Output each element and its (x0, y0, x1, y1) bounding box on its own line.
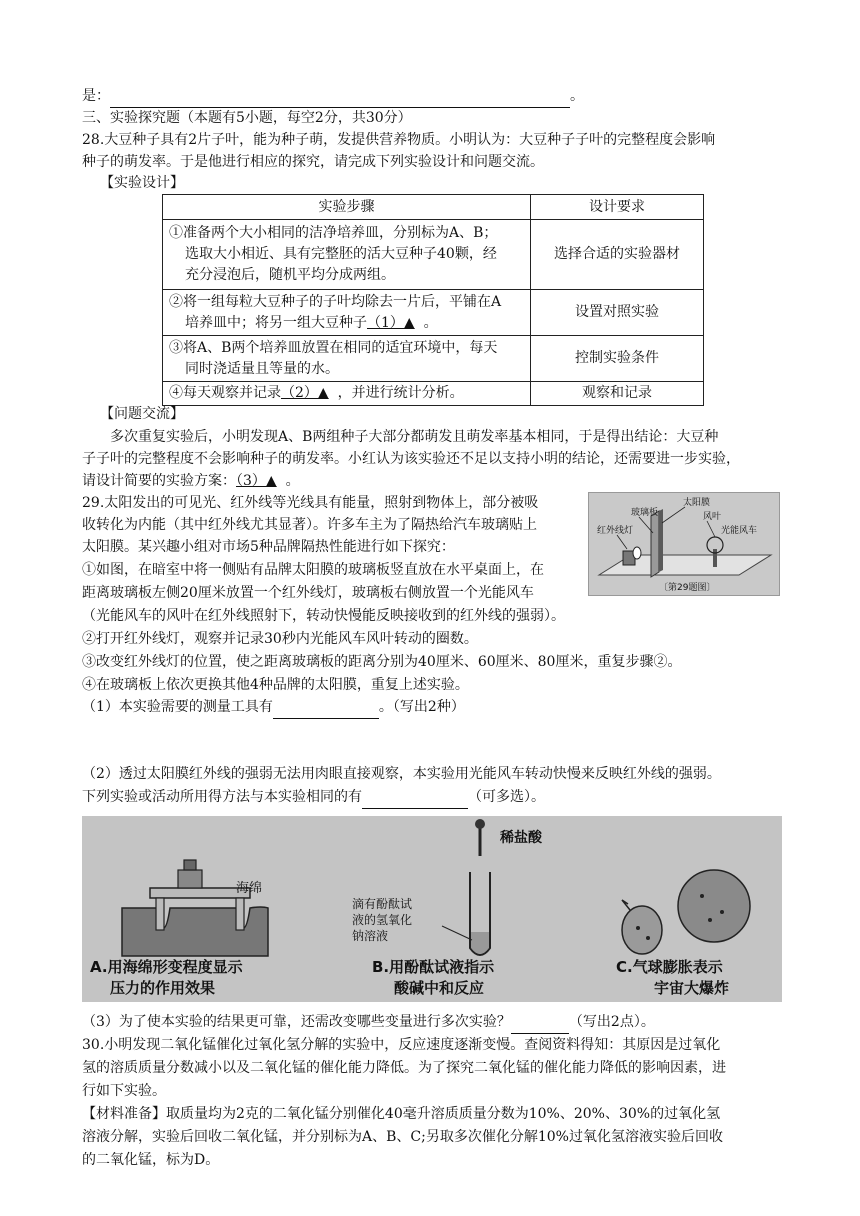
label-lamp: 红外线灯 (597, 526, 634, 536)
glass-plate (651, 511, 659, 577)
sub-text-part: （写出2点）。 (568, 1014, 655, 1030)
balloon-dot (700, 894, 704, 898)
discussion-text-2: 子子叶的完整程度不会影响种子的萌发率。小红认为该实验还不足以支持小明的结论，还需要进一步实验， (82, 451, 740, 467)
caption-c-2: 宇宙大爆炸 (654, 979, 730, 997)
step-text: ③将A、B两个培养皿放置在相同的适宜环境中，每天 (169, 339, 498, 356)
answer-prefix: 是： (82, 88, 110, 104)
q29-text-2: 收转化为内能（其中红外线尤其显著）。许多车主为了隔热给汽车玻璃贴上 (82, 517, 537, 533)
figure-methods (82, 816, 782, 1002)
caption-a-2: 压力的作用效果 (110, 979, 216, 997)
caption-a-1: A.用海绵形变程度显示 (90, 958, 243, 976)
step-text: 同时浇适量且等量的水。 (185, 360, 339, 377)
label-solution-1: 滴有酚酞试 (352, 897, 413, 911)
discussion-text-part: 。 (285, 473, 300, 489)
step-text-part: 培养皿中；将另一组大豆种子 (185, 314, 367, 331)
design-heading: 【实验设计】 (100, 175, 184, 191)
small-table-top (150, 888, 250, 898)
q30-text-4: 【材料准备】取质量均为2克的二氧化锰分别催化40毫升溶质质量分数为10%、20%、30%的过氧化氢 (82, 1106, 721, 1122)
blank-1[interactable]: （1）▲ (367, 314, 415, 331)
balloon-small (622, 906, 662, 954)
q29-text-5: 距离玻璃板左侧20厘米放置一个红外线灯，玻璃板右侧放置一个光能风车 (82, 585, 534, 601)
q30-text-6: 的二氧化锰，标为D。 (82, 1152, 220, 1168)
sub-text-part: 下列实验或活动所用得方法与本实验相同的有 (82, 789, 362, 805)
table-row (163, 220, 704, 290)
q29-text-9: ④在玻璃板上依次更换其他4种品牌的太阳膜，重复上述实验。 (82, 677, 469, 693)
pointer-line (442, 926, 472, 940)
requirement-cell: 选择合适的实验器材 (531, 220, 704, 290)
step-text: ②将一组每粒大豆种子的子叶均除去一片后，平铺在A (169, 293, 502, 310)
label-glass: 玻璃板 (631, 508, 659, 518)
figure-29-caption: 〔第29题图〕 (659, 583, 716, 593)
windmill-post (713, 549, 717, 567)
sub-text-part: 。（写出2种） (378, 699, 465, 715)
q29-text-1: 29.太阳发出的可见光、红外线等光线具有能量，照射到物体上，部分被吸 (82, 495, 539, 511)
blank-tools[interactable] (273, 697, 379, 719)
discussion-text-3 (82, 471, 300, 492)
table-row (163, 290, 704, 336)
step-cell (163, 290, 531, 336)
sponge-shape (122, 907, 268, 956)
balloon-dot (636, 926, 640, 930)
lamp-head (633, 547, 641, 559)
q29-sub-3 (82, 1012, 655, 1034)
q29-sub-2-line1: （2）透过太阳膜红外线的强弱无法用肉眼直接观察，本实验用光能风车转动快慢来反映红外线的强弱。 (82, 766, 721, 782)
table-row (163, 382, 704, 406)
q30-text-5: 溶液分解，实验后回收二氧化锰，并分别标为A、B、C;另取多次催化分解10%过氧化氢溶液实验后回收 (82, 1129, 723, 1145)
blank-3[interactable]: （3）▲ (236, 473, 277, 489)
header-step: 实验步骤 (163, 195, 531, 220)
label-film: 太阳膜 (683, 498, 711, 508)
section-heading: 三、实验探究题（本题有5小题，每空2分，共30分） (82, 110, 412, 126)
step-text-part: ④每天观察并记录 (169, 385, 281, 401)
dropper-bulb (475, 819, 485, 829)
pointer-line (707, 521, 715, 537)
requirement-cell: 设置对照实验 (531, 290, 704, 336)
q29-sub-2-line2 (82, 787, 545, 809)
weight-block (178, 870, 202, 888)
q29-text-4: ①如图，在暗室中将一侧贴有品牌太阳膜的玻璃板竖直放在水平桌面上，在 (82, 562, 544, 578)
step-text (169, 313, 438, 334)
table-leg (156, 898, 164, 930)
q30-text-2: 氢的溶质质量分数减小以及二氧化锰的催化能力降低。为了探究二氧化锰的催化能力降低的影响因素，进 (82, 1060, 726, 1076)
step-text-part: 。 (423, 314, 438, 331)
table-row (163, 336, 704, 382)
answer-line-top (82, 86, 584, 108)
discussion-heading: 【问题交流】 (100, 406, 184, 422)
step-cell (163, 336, 531, 382)
balloon-dot (720, 910, 724, 914)
caption-c-1: C.气球膨胀表示 (616, 958, 723, 976)
discussion-text-1: 多次重复实验后，小明发现A、B两组种子大部分都萌发且萌发率基本相同，于是得出结论：大豆种 (110, 429, 719, 445)
figure-29 (588, 492, 780, 596)
answer-suffix: 。 (570, 88, 584, 104)
sub-text-part: （3）为了使本实验的结果更可靠，还需改变哪些变量进行多次实验？ (82, 1014, 511, 1030)
q28-text-1: 28.大豆种子具有2片子叶，能为种子萌，发提供营养物质。小明认为：大豆种子子叶的完整程度会影响 (82, 132, 716, 148)
table-leg (236, 898, 244, 930)
header-requirement: 设计要求 (531, 195, 704, 220)
step-text: ①准备两个大小相同的洁净培养皿，分别标为A、B； (169, 225, 498, 241)
figure-29-drawing (589, 493, 779, 595)
q29-text-8: ③改变红外线灯的位置，使之距离玻璃板的距离分别为40厘米、60厘米、80厘米，重复步骤②。 (82, 654, 682, 670)
q29-sub-1 (82, 697, 465, 719)
requirement-cell: 控制实验条件 (531, 336, 704, 382)
caption-b-1: B.用酚酞试液指示 (372, 958, 495, 976)
answer-blank[interactable] (110, 86, 570, 108)
requirement-cell: 观察和记录 (531, 382, 704, 406)
table-header-row (163, 195, 704, 220)
balloon-dot (646, 936, 650, 940)
step-text: 选取大小相近、具有完整胚的活大豆种子40颗，经 (185, 246, 497, 262)
label-acid: 稀盐酸 (500, 830, 542, 846)
label-solution-2: 液的氢氧化 (352, 913, 413, 927)
q29-text-3: 太阳膜。某兴趣小组对市场5种品牌隔热性能进行如下探究： (82, 539, 455, 555)
pointer-line (617, 535, 627, 549)
label-sponge: 海绵 (236, 881, 263, 896)
solar-film (659, 509, 663, 572)
label-solution-3: 钠溶液 (352, 929, 389, 943)
sub-text-part: （可多选）。 (468, 789, 545, 805)
q30-text-1: 30.小明发现二氧化锰催化过氧化氢分解的实验中，反应速度逐渐变慢。查阅资料得知：其原因是过氧化 (82, 1037, 721, 1053)
solution (471, 932, 489, 954)
experiment-design-table (162, 194, 704, 406)
step-text: 充分浸泡后，随机平均分成两组。 (185, 267, 395, 283)
q29-text-6: （光能风车的风叶在红外线照射下，转动快慢能反映接收到的红外线的强弱）。 (82, 608, 565, 624)
label-windmill: 光能风车 (721, 526, 758, 536)
pointer-line (662, 507, 685, 523)
caption-b-2: 酸碱中和反应 (394, 979, 485, 997)
q29-text-7: ②打开红外线灯，观察并记录30秒内光能风车风叶转动的圈数。 (82, 631, 478, 647)
blank-2[interactable]: （2）▲ (281, 385, 329, 401)
step-cell (163, 382, 531, 406)
label-blade: 风叶 (703, 512, 722, 522)
weight-knob (184, 860, 196, 870)
step-text-part: ，并进行统计分析。 (337, 385, 464, 401)
q30-text-3: 行如下实验。 (82, 1083, 166, 1099)
blank-methods[interactable] (362, 787, 468, 809)
balloon-knot (622, 900, 630, 910)
balloon-large (678, 870, 750, 942)
step-cell (163, 220, 531, 290)
balloon-dot (708, 918, 712, 922)
q28-text-2: 种子的萌发率。于是他进行相应的探究，请完成下列实验设计和问题交流。 (82, 154, 544, 170)
blank-variables[interactable] (511, 1012, 569, 1034)
figure-methods-drawing (82, 816, 782, 1002)
sub-text-part: （1）本实验需要的测量工具有 (82, 699, 273, 715)
discussion-text-part: 请设计简要的实验方案： (82, 473, 236, 489)
